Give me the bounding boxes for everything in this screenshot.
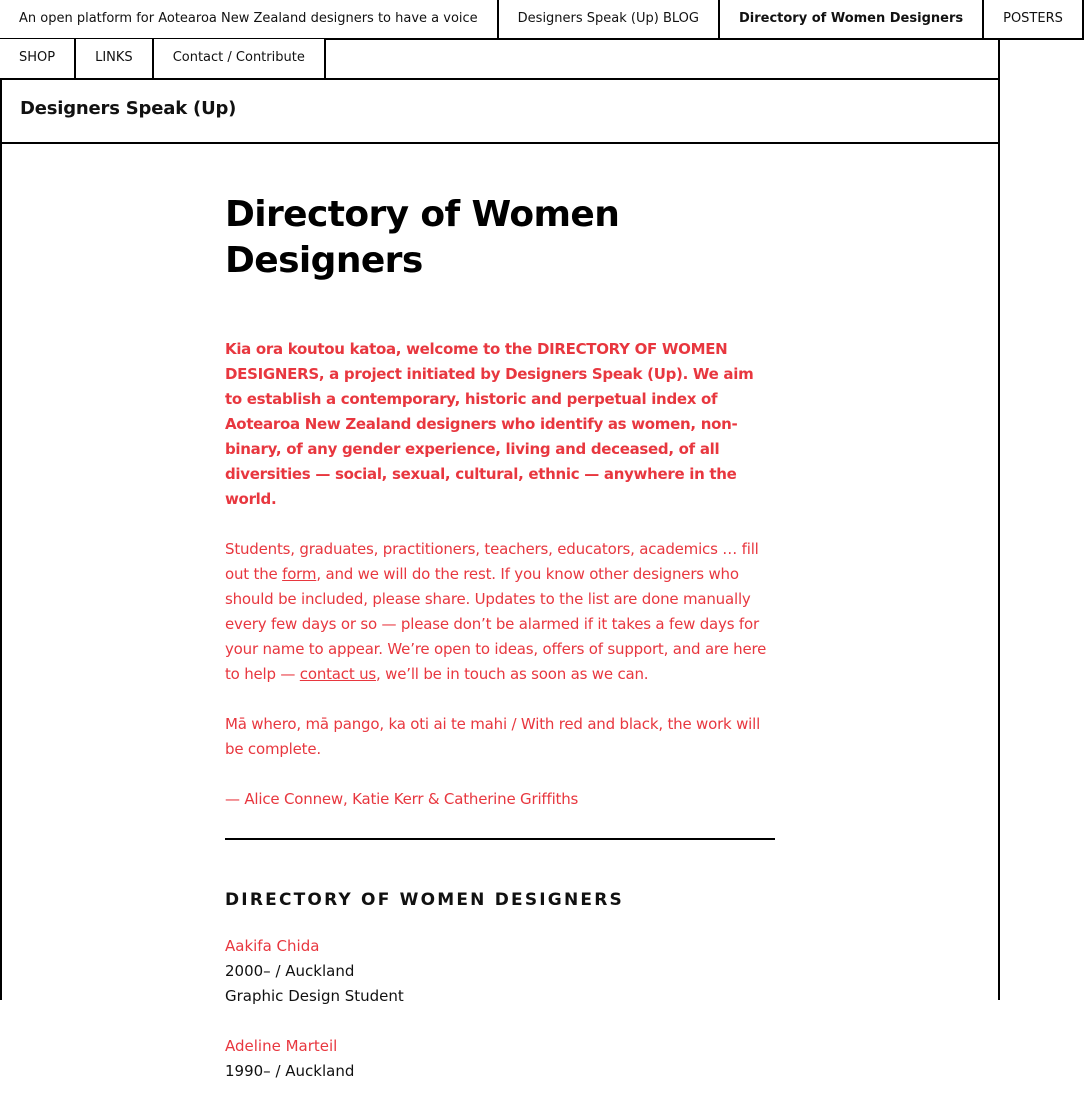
nav-row-primary — [0, 0, 1084, 40]
site-title-link[interactable]: Designers Speak (Up) — [20, 98, 237, 119]
signature: — Alice Connew, Katie Kerr & Catherine Griffiths — [225, 790, 579, 808]
nav-item-posters[interactable]: POSTERS — [984, 0, 1084, 40]
instructions-paragraph — [225, 537, 775, 687]
contact-us-link[interactable]: contact us — [299, 665, 377, 683]
directory-heading: DIRECTORY OF WOMEN DESIGNERS — [225, 890, 624, 910]
designer-role: Graphic Design Student — [225, 987, 404, 1005]
nav-item-links[interactable]: LINKS — [76, 39, 154, 78]
page-title: Directory of Women Designers — [225, 194, 620, 281]
main-content — [225, 144, 775, 1109]
designer-name-link[interactable]: Adeline Marteil — [225, 1037, 338, 1055]
designer-years-location: 2000– / Auckland — [225, 962, 355, 980]
directory-entry — [225, 934, 775, 1009]
intro-paragraph: Kia ora koutou katoa, welcome to the DIRECTORY OF WOMEN DESIGNERS, a project initiated by Designers Speak (Up). We aim to establish a contemporary, historic and perpetual index of Aotearoa New Zealand designers who identify as women, non-binary, of any gender experience, living and deceased, of all diversities — social, sexual, cultural, ethnic — anywhere in the world. — [225, 340, 754, 508]
nav-row-secondary — [0, 39, 326, 79]
site-header — [0, 80, 1000, 144]
directory-list — [225, 934, 775, 1084]
nav-item-directory[interactable]: Directory of Women Designers — [720, 0, 984, 40]
designer-years-location: 1990– / Auckland — [225, 1062, 355, 1080]
form-link[interactable]: form — [282, 565, 317, 583]
instructions-text-1: Students, graduates, practitioners, teachers, educators, academics … fill out the — [225, 540, 759, 583]
instructions-text-2: , and we will do the rest. If you know other designers who should be included, please share. Updates to the list are done manually every few days or so — please don’t be alarmed if it takes a few days for your name to appear. We’re open to ideas, offers of support, and are here to help — — [225, 565, 767, 683]
top-navigation — [0, 0, 1063, 80]
directory-entry — [225, 1034, 775, 1084]
proverb-paragraph: Mā whero, mā pango, ka oti ai te mahi / With red and black, the work will be complete. — [225, 715, 761, 758]
section-divider — [225, 838, 775, 840]
designer-name-link[interactable]: Aakifa Chida — [225, 937, 320, 955]
nav-item-contact[interactable]: Contact / Contribute — [154, 39, 326, 78]
nav-item-shop[interactable]: SHOP — [0, 39, 76, 78]
nav-item-tagline[interactable]: An open platform for Aotearoa New Zealand designers to have a voice — [0, 0, 499, 40]
nav-item-blog[interactable]: Designers Speak (Up) BLOG — [499, 0, 720, 40]
instructions-text-3: , we’ll be in touch as soon as we can. — [376, 665, 649, 683]
